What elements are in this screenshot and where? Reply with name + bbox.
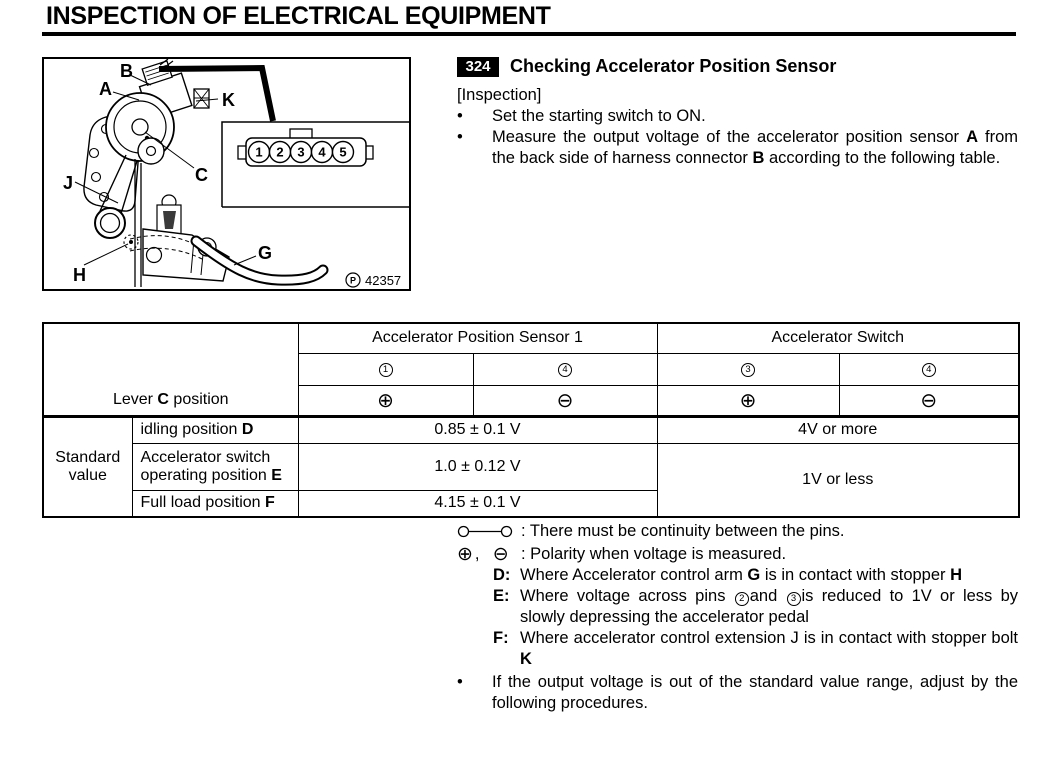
bullet-icon: • bbox=[457, 673, 463, 691]
note-polarity bbox=[457, 544, 1018, 565]
definition-text: Where voltage across pins 2 and 3 is reduced to 1V or less by slowly depressing the accelerator pedal bbox=[520, 587, 1018, 626]
definition-label: F: bbox=[493, 629, 509, 647]
step-text: If the output voltage is out of the standard value range, adjust by the following procedures. bbox=[492, 673, 1018, 712]
page-title: INSPECTION OF ELECTRICAL EQUIPMENT bbox=[46, 2, 551, 30]
section-title: Checking Accelerator Position Sensor bbox=[510, 56, 837, 76]
pin-header bbox=[839, 353, 1019, 385]
connector-pin-1: 1 bbox=[255, 144, 263, 160]
pin-number-icon: 4 bbox=[558, 363, 572, 377]
part-ref-f: F bbox=[265, 494, 275, 512]
definition-text: Where accelerator control extension J is in contact with stopper bolt K bbox=[520, 629, 1018, 668]
pin-number-icon: 3 bbox=[741, 363, 755, 377]
definition-text: Where Accelerator control arm G is in contact with stopper H bbox=[520, 566, 963, 584]
connector-pin-4: 4 bbox=[318, 144, 326, 160]
sensor-value-switch-operating: 1.0 ± 0.12 V bbox=[298, 443, 657, 490]
harness-connector bbox=[238, 129, 373, 166]
middle-bracket bbox=[157, 195, 181, 235]
inspection-label: [Inspection] bbox=[457, 86, 542, 104]
switch-value-idling: 4V or more bbox=[657, 416, 1019, 443]
table-row bbox=[43, 416, 1019, 443]
figure-mark-p: P bbox=[349, 275, 357, 286]
part-ref-h: H bbox=[950, 566, 963, 584]
note-continuity bbox=[457, 521, 1018, 542]
connector-pin-5: 5 bbox=[339, 144, 347, 160]
stopper-h-marker bbox=[124, 235, 138, 249]
diagram-label-j: J bbox=[63, 173, 74, 193]
part-ref-a: A bbox=[966, 128, 978, 146]
table-notes bbox=[457, 521, 1018, 714]
section-number-badge: 324 bbox=[457, 57, 499, 77]
diagram-label-c: C bbox=[195, 165, 208, 185]
polarity-header: ⊕ bbox=[298, 385, 473, 416]
part-ref-k: K bbox=[520, 650, 532, 668]
note-text: : There must be continuity between the pins. bbox=[521, 522, 845, 540]
part-ref-c: C bbox=[157, 390, 169, 408]
pin-header bbox=[657, 353, 839, 385]
row-group-standard-value: Standard value bbox=[43, 416, 132, 517]
note-text: : Polarity when voltage is measured. bbox=[521, 545, 787, 563]
row-label-full-load: Full load position F bbox=[132, 490, 298, 517]
part-ref-e: E bbox=[271, 466, 282, 484]
figure-reference bbox=[346, 273, 401, 288]
accelerator-sensor-figure bbox=[42, 57, 411, 291]
title-rule bbox=[42, 32, 1016, 36]
diagram-label-h: H bbox=[73, 265, 86, 285]
figure-code: 42357 bbox=[365, 273, 402, 288]
polarity-symbols: ⊕ , ⊖ bbox=[457, 544, 509, 565]
pin-header bbox=[298, 353, 473, 385]
corner-cell-lever-position: Lever C position bbox=[43, 323, 298, 416]
row-label-idling: idling position D bbox=[132, 416, 298, 443]
sensor-value-idling: 0.85 ± 0.1 V bbox=[298, 416, 657, 443]
row-label-switch-operating: Accelerator switch operating position E bbox=[132, 443, 298, 490]
pin-number-icon: 1 bbox=[379, 363, 393, 377]
part-ref-d: D bbox=[241, 421, 254, 438]
continuity-icon bbox=[457, 525, 513, 538]
continuity-symbol bbox=[457, 521, 521, 538]
inspection-section bbox=[457, 56, 1018, 169]
pin-number-icon: 4 bbox=[922, 363, 936, 377]
bullet-icon: • bbox=[457, 128, 463, 146]
step-set-switch bbox=[457, 106, 1018, 127]
step-text: Set the starting switch to ON. bbox=[492, 107, 706, 125]
diagram-label-g: G bbox=[258, 243, 273, 263]
section-heading bbox=[457, 56, 1018, 77]
pin-number-icon: 2 bbox=[735, 592, 749, 606]
pin-header bbox=[473, 353, 657, 385]
definition-e bbox=[493, 586, 1018, 628]
plus-polarity-icon: ⊕ bbox=[457, 544, 473, 565]
sensor-value-full-load: 4.15 ± 0.1 V bbox=[298, 490, 657, 517]
diagram-label-k: K bbox=[222, 90, 235, 110]
definition-f bbox=[493, 628, 1018, 670]
part-ref-g: G bbox=[747, 566, 761, 584]
sensor-diagram-svg bbox=[44, 59, 409, 289]
diagram-label-a: A bbox=[99, 79, 112, 99]
step-adjust bbox=[457, 672, 1018, 714]
diagram-label-b: B bbox=[120, 61, 133, 81]
polarity-header: ⊕ bbox=[657, 385, 839, 416]
connector-pin-2: 2 bbox=[276, 144, 284, 160]
standard-value-table bbox=[42, 322, 1020, 518]
definition-label: D: bbox=[493, 566, 511, 584]
pin-number-icon: 3 bbox=[787, 592, 801, 606]
definition-label: E: bbox=[493, 587, 510, 605]
polarity-header: ⊖ bbox=[473, 385, 657, 416]
switch-value-operating-fullload: 1V or less bbox=[657, 443, 1019, 517]
table-row bbox=[43, 443, 1019, 490]
minus-polarity-icon: ⊖ bbox=[492, 544, 509, 565]
part-ref-b: B bbox=[752, 149, 765, 167]
step-measure-voltage bbox=[457, 127, 1018, 169]
group-header-sensor: Accelerator Position Sensor 1 bbox=[298, 323, 657, 353]
step-text: Measure the output voltage of the accelerator position sensor A from the back side of harness connector B according to the following table. bbox=[492, 128, 1018, 167]
polarity-header: ⊖ bbox=[839, 385, 1019, 416]
group-header-switch: Accelerator Switch bbox=[657, 323, 1019, 353]
connector-pin-3: 3 bbox=[297, 144, 305, 160]
definition-d bbox=[493, 565, 1018, 586]
roller bbox=[138, 138, 164, 164]
bullet-icon: • bbox=[457, 107, 463, 125]
